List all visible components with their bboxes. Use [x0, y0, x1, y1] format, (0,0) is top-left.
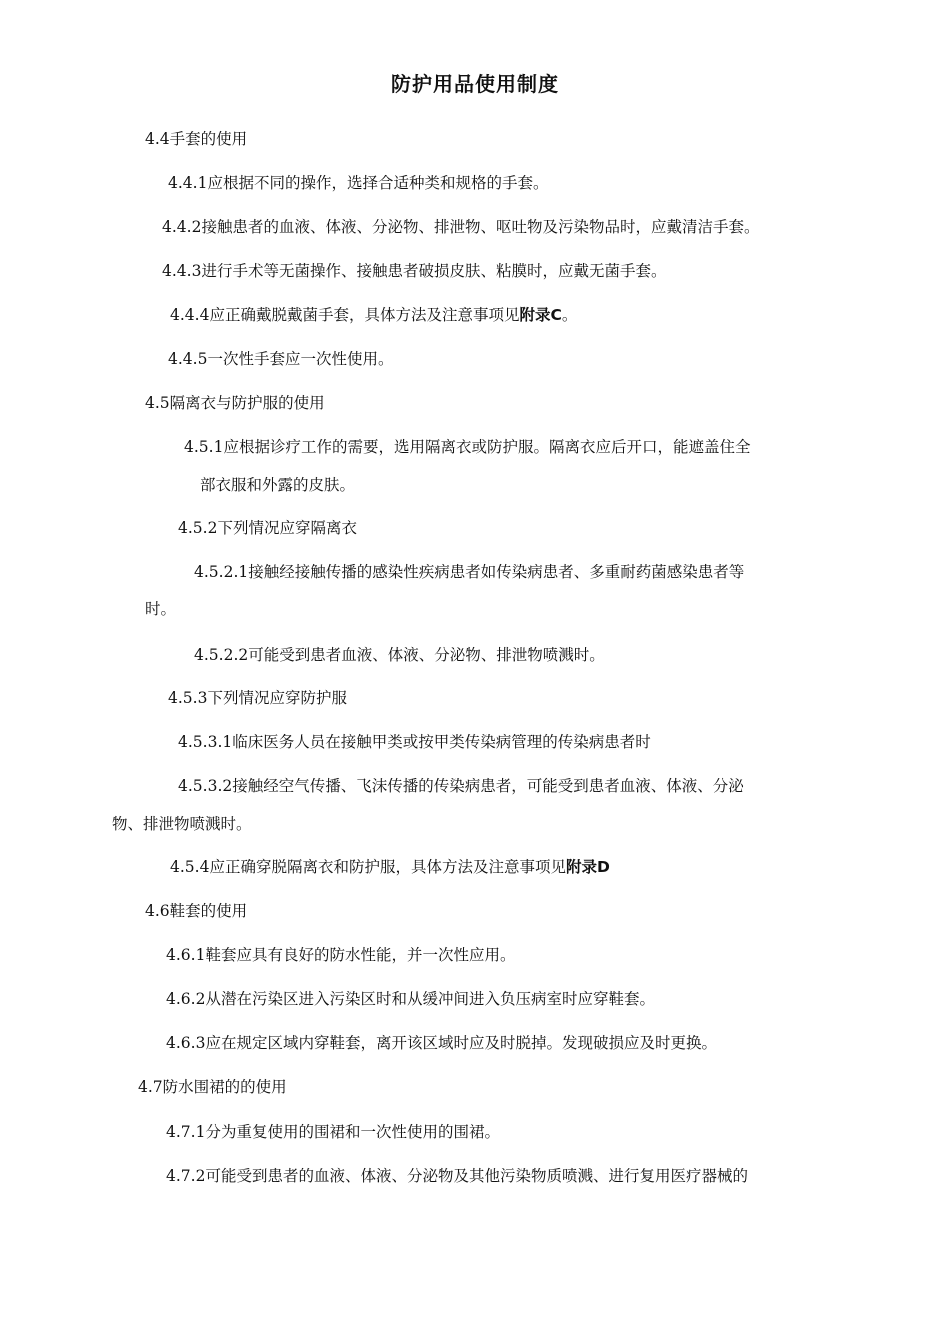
paragraph: 4.5.3.1临床医务人员在接触甲类或按甲类传染病管理的传染病患者时 — [178, 733, 651, 751]
paragraph-text: 4.4.4应正确戴脱戴菌手套，具体方法及注意事项见 — [170, 306, 520, 324]
paragraph-continuation: 部衣服和外露的皮肤。 — [200, 476, 356, 494]
section-heading: 4.4手套的使用 — [145, 130, 248, 148]
paragraph: 4.4.1应根据不同的操作，选择合适种类和规格的手套。 — [168, 174, 549, 192]
paragraph: 4.4.5一次性手套应一次性使用。 — [168, 350, 394, 368]
section-heading: 4.6鞋套的使用 — [145, 902, 248, 920]
paragraph — [170, 305, 577, 325]
paragraph: 4.5.1应根据诊疗工作的需要，选用隔离衣或防护服。隔离衣应后开口，能遮盖住全 — [184, 438, 751, 456]
paragraph: 4.6.2从潜在污染区进入污染区时和从缓冲间进入负压病室时应穿鞋套。 — [166, 990, 655, 1008]
paragraph: 4.5.3下列情况应穿防护服 — [168, 689, 347, 707]
paragraph: 4.5.2下列情况应穿隔离衣 — [178, 519, 357, 537]
paragraph-end: 。 — [561, 306, 578, 324]
paragraph: 4.5.2.1接触经接触传播的感染性疾病患者如传染病患者、多重耐药菌感染患者等 — [194, 563, 745, 581]
paragraph-text: 4.5.4应正确穿脱隔离衣和防护服，具体方法及注意事项见 — [170, 858, 566, 876]
paragraph: 4.6.3应在规定区域内穿鞋套，离开该区域时应及时脱掉。发现破损应及时更换。 — [166, 1034, 717, 1052]
paragraph-continuation: 时。 — [145, 600, 177, 618]
document-title: 防护用品使用制度 — [391, 72, 559, 96]
paragraph: 4.7.2可能受到患者的血液、体液、分泌物及其他污染物质喷溅、进行复用医疗器械的 — [166, 1167, 748, 1185]
appendix-reference: 附录C — [519, 306, 562, 324]
paragraph: 4.4.2接触患者的血液、体液、分泌物、排泄物、呕吐物及污染物品时，应戴清洁手套。 — [162, 218, 760, 236]
appendix-reference: 附录D — [565, 858, 610, 876]
paragraph: 4.6.1鞋套应具有良好的防水性能，并一次性应用。 — [166, 946, 516, 964]
paragraph-continuation: 物、排泄物喷溅时。 — [112, 815, 252, 833]
paragraph: 4.7.1分为重复使用的围裙和一次性使用的围裙。 — [166, 1123, 500, 1141]
section-heading: 4.5隔离衣与防护服的使用 — [145, 394, 325, 412]
paragraph: 4.5.2.2可能受到患者血液、体液、分泌物、排泄物喷溅时。 — [194, 646, 605, 664]
paragraph: 4.5.3.2接触经空气传播、飞沫传播的传染病患者，可能受到患者血液、体液、分泌 — [178, 777, 744, 795]
paragraph — [170, 857, 610, 877]
section-heading: 4.7防水围裙的的使用 — [138, 1078, 287, 1096]
paragraph: 4.4.3进行手术等无菌操作、接触患者破损皮肤、粘膜时，应戴无菌手套。 — [162, 262, 667, 280]
